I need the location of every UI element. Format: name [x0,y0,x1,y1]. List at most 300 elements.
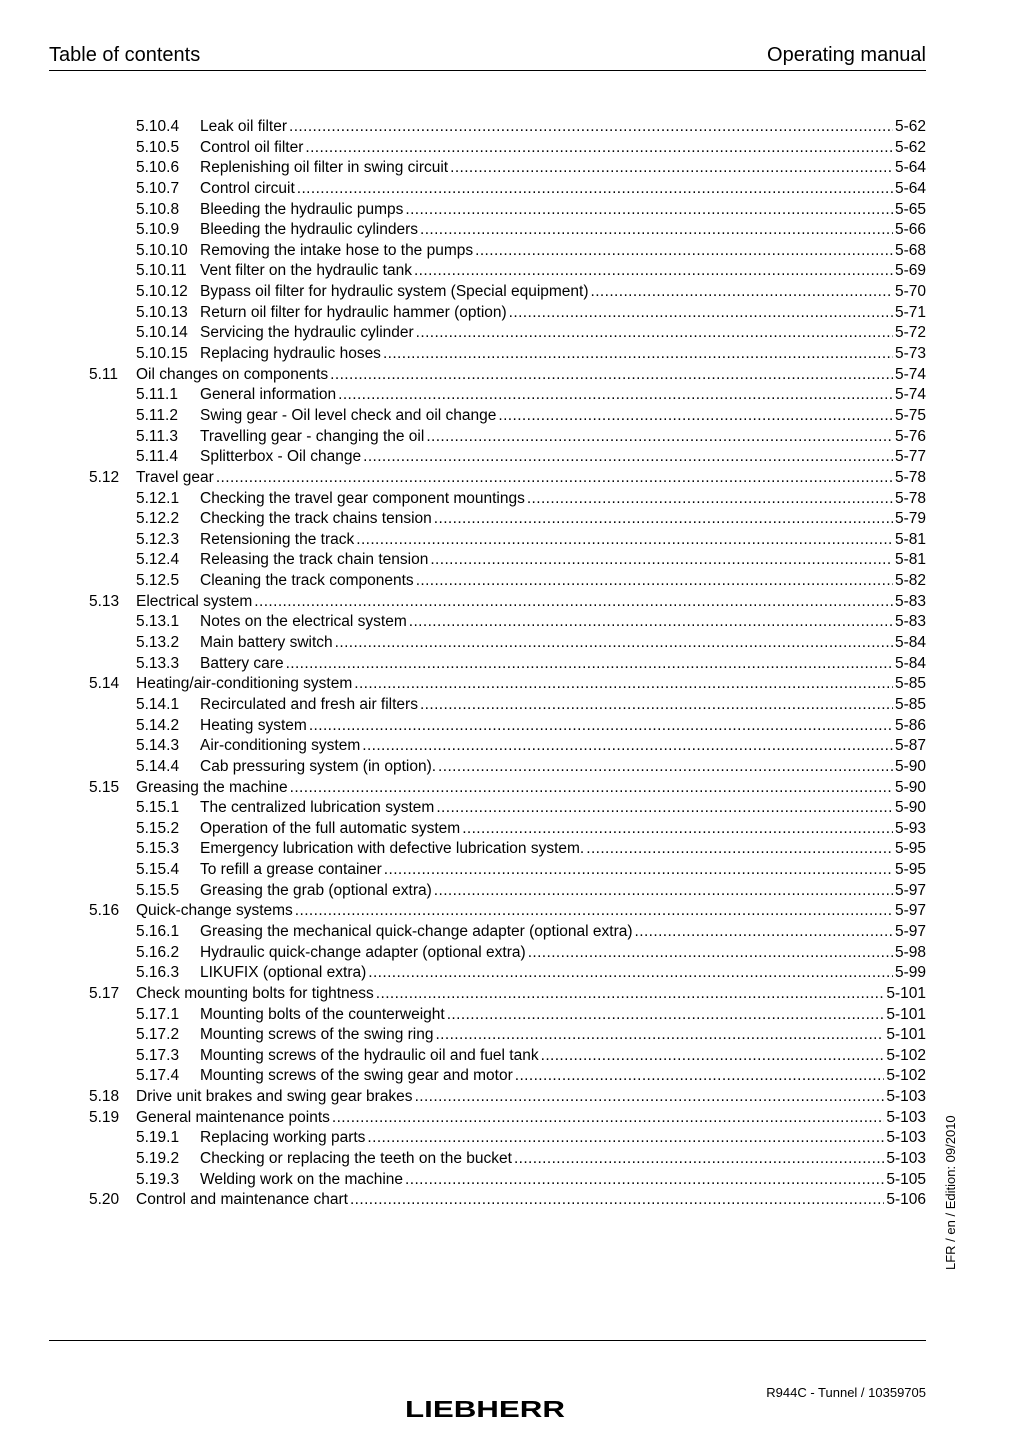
toc-section-number: 5.15 [89,778,120,796]
toc-subsection-number: 5.11.4 [136,448,178,466]
toc-title: Checking or replacing the teeth on the bucket [200,1150,512,1168]
toc-section-number: 5.20 [89,1191,120,1209]
toc-subsection-number: 5.15.4 [136,861,180,879]
toc-dot-leader [363,447,893,468]
toc-dot-leader [416,323,893,344]
toc-section-number: 5.11 [89,365,119,383]
toc-entry [136,1108,926,1129]
toc-subsection-row[interactable] [89,716,926,737]
toc-title: Recirculated and fresh air filters [200,695,418,713]
toc-subsection-number: 5.10.14 [136,324,188,342]
toc-dot-leader [376,984,885,1005]
toc-page-number: 5-64 [894,179,926,197]
toc-section-number: 5.16 [89,902,120,920]
toc-subsection-number: 5.13.3 [136,654,180,672]
toc-page-number: 5-103 [886,1129,926,1147]
toc-subsection-row[interactable] [89,200,926,221]
toc-subsection-row[interactable] [89,158,926,179]
toc-subsection-number: 5.15.2 [136,819,180,837]
toc-section-row[interactable] [89,1190,926,1211]
toc-title: The centralized lubrication system [200,799,435,817]
toc-subsection-number: 5.12.3 [136,530,180,548]
toc-title: Greasing the grab (optional extra) [200,881,432,899]
toc-entry [136,179,926,200]
toc-dot-leader [305,138,893,159]
toc-subsection-row[interactable] [89,241,926,262]
toc-dot-leader [415,1087,885,1108]
toc-dot-leader [447,1005,885,1026]
footer-divider [49,1340,926,1341]
toc-entry [136,303,926,324]
toc-entry [136,468,926,489]
toc-section-row[interactable] [89,674,926,695]
toc-subsection-number: 5.14.4 [136,757,180,775]
toc-section-row[interactable] [89,1108,926,1129]
toc-page-number: 5-64 [894,159,926,177]
toc-title: Servicing the hydraulic cylinder [200,324,414,342]
toc-entry [136,138,926,159]
toc-page-number: 5-78 [894,489,926,507]
toc-subsection-row[interactable] [89,447,926,468]
toc-subsection-row[interactable] [89,117,926,138]
toc-title: Main battery switch [200,634,333,652]
toc-page-number: 5-77 [894,448,926,466]
toc-subsection-number: 5.12.1 [136,489,180,507]
toc-entry [136,509,926,530]
toc-page-number: 5-84 [894,634,926,652]
toc-title: Heating system [200,716,307,734]
toc-page-number: 5-65 [894,200,926,218]
toc-dot-leader [350,1190,884,1211]
toc-dot-leader [475,241,893,262]
toc-dot-leader [462,819,893,840]
toc-title: Return oil filter for hydraulic hammer (option) [200,303,507,321]
toc-entry [136,612,926,633]
toc-title: Mounting screws of the swing gear and motor [200,1067,513,1085]
toc-page-number: 5-97 [894,881,926,899]
toc-subsection-number: 5.16.1 [136,922,180,940]
toc-dot-leader [286,654,893,675]
toc-entry [136,963,926,984]
toc-page-number: 5-101 [886,1026,926,1044]
toc-entry [136,1066,926,1087]
toc-dot-leader [586,839,893,860]
toc-section-number: 5.13 [89,592,120,610]
toc-subsection-number: 5.12.2 [136,510,180,528]
toc-page-number: 5-85 [894,675,926,693]
toc-entry [136,736,926,757]
header-manual-title: Operating manual [767,44,926,66]
toc-page-number: 5-103 [886,1088,926,1106]
toc-subsection-number: 5.17.3 [136,1046,180,1064]
toc-subsection-number: 5.14.1 [136,695,180,713]
toc-dot-leader [438,757,893,778]
toc-page-number: 5-93 [894,819,926,837]
toc-title: Removing the intake hose to the pumps [200,241,474,259]
toc-dot-leader [309,716,893,737]
toc-section-row[interactable] [89,365,926,386]
toc-page-number: 5-62 [894,138,926,156]
toc-page-number: 5-84 [894,654,926,672]
toc-entry [136,881,926,902]
toc-entry [136,261,926,282]
toc-title: Mounting bolts of the counterweight [200,1005,445,1023]
toc-page-number: 5-87 [894,737,926,755]
toc-section-row[interactable] [89,778,926,799]
toc-title: Vent filter on the hydraulic tank [200,262,412,280]
toc-title: Drive unit brakes and swing gear brakes [136,1088,413,1106]
toc-subsection-row[interactable] [89,633,926,654]
toc-title: Heating/air-conditioning system [136,675,353,693]
toc-title: Hydraulic quick-change adapter (optional extra) [200,943,526,961]
toc-subsection-row[interactable] [89,489,926,510]
toc-subsection-number: 5.10.5 [136,138,180,156]
toc-title: Releasing the track chain tension [200,551,429,569]
toc-title: Checking the track chains tension [200,510,432,528]
toc-title: Mounting screws of the hydraulic oil and fuel tank [200,1046,539,1064]
toc-subsection-row[interactable] [89,138,926,159]
toc-entry [136,778,926,799]
toc-entry [136,1149,926,1170]
toc-dot-leader [383,344,893,365]
toc-entry [136,385,926,406]
toc-subsection-row[interactable] [89,323,926,344]
toc-page-number: 5-90 [894,799,926,817]
toc-subsection-number: 5.12.4 [136,551,180,569]
toc-page-number: 5-103 [886,1108,926,1126]
toc-subsection-row[interactable] [89,220,926,241]
toc-title: Quick-change systems [136,902,293,920]
toc-subsection-number: 5.12.5 [136,572,180,590]
toc-subsection-row[interactable] [89,406,926,427]
toc-entry [136,592,926,613]
toc-entry [136,241,926,262]
toc-dot-leader [426,427,893,448]
toc-dot-leader [635,922,893,943]
toc-dot-leader [254,592,893,613]
toc-entry [136,860,926,881]
toc-dot-leader [527,489,893,510]
toc-title: LIKUFIX (optional extra) [200,964,367,982]
toc-title: Travel gear [136,468,214,486]
toc-subsection-number: 5.19.2 [136,1150,180,1168]
toc-title: Bypass oil filter for hydraulic system (Special equipment) [200,283,589,301]
toc-subsection-row[interactable] [89,530,926,551]
toc-subsection-row[interactable] [89,1025,926,1046]
toc-subsection-row[interactable] [89,1149,926,1170]
toc-entry [136,716,926,737]
toc-page-number: 5-69 [894,262,926,280]
toc-subsection-number: 5.11.2 [136,406,178,424]
toc-title: Cleaning the track components [200,572,414,590]
toc-page-number: 5-78 [894,468,926,486]
toc-dot-leader [330,365,893,386]
header-section-title: Table of contents [49,44,201,66]
toc-entry [136,530,926,551]
toc-subsection-row[interactable] [89,839,926,860]
toc-entry [136,633,926,654]
toc-subsection-row[interactable] [89,1128,926,1149]
toc-page-number: 5-86 [894,716,926,734]
toc-dot-leader [405,1170,884,1191]
toc-subsection-number: 5.11.1 [136,386,178,404]
toc-page-number: 5-70 [894,283,926,301]
toc-page-number: 5-73 [894,345,926,363]
toc-title: Electrical system [136,592,253,610]
toc-entry [136,1128,926,1149]
toc-subsection-number: 5.10.4 [136,118,180,135]
toc-page-number: 5-90 [894,778,926,796]
toc-section-number: 5.18 [89,1088,120,1106]
toc-entry [136,158,926,179]
edition-side-note: LFR / en / Edition: 09/2010 [943,1115,958,1270]
toc-page-number: 5-75 [894,406,926,424]
toc-subsection-row[interactable] [89,427,926,448]
toc-subsection-row[interactable] [89,943,926,964]
toc-entry [136,200,926,221]
document-reference: R944C - Tunnel / 10359705 [766,1385,926,1400]
toc-section-number: 5.14 [89,675,120,693]
toc-dot-leader [416,571,893,592]
table-of-contents [89,117,926,1211]
toc-title: Control circuit [200,179,295,197]
toc-subsection-row[interactable] [89,1046,926,1067]
toc-title: Check mounting bolts for tightness [136,984,374,1002]
toc-entry [136,1190,926,1211]
toc-dot-leader [289,117,893,138]
toc-subsection-number: 5.10.12 [136,283,188,301]
toc-entry [136,1170,926,1191]
toc-title: Travelling gear - changing the oil [200,427,425,445]
toc-title: Bleeding the hydraulic pumps [200,200,404,218]
toc-subsection-row[interactable] [89,385,926,406]
toc-page-number: 5-71 [894,303,926,321]
toc-subsection-number: 5.13.2 [136,634,180,652]
toc-dot-leader [216,468,893,489]
toc-entry [136,365,926,386]
toc-dot-leader [338,385,893,406]
page-header [49,42,926,71]
toc-subsection-number: 5.10.6 [136,159,180,177]
toc-title: Control and maintenance chart [136,1191,348,1209]
toc-entry [136,901,926,922]
toc-title: Mounting screws of the swing ring [200,1026,434,1044]
toc-subsection-row[interactable] [89,963,926,984]
toc-entry [136,406,926,427]
toc-dot-leader [335,633,893,654]
toc-subsection-number: 5.17.2 [136,1026,180,1044]
toc-entry [136,220,926,241]
toc-page-number: 5-103 [886,1150,926,1168]
toc-title: General information [200,386,337,404]
toc-subsection-row[interactable] [89,1066,926,1087]
toc-title: Replacing hydraulic hoses [200,345,381,363]
toc-entry [136,550,926,571]
toc-dot-leader [295,901,893,922]
toc-page-number: 5-97 [894,902,926,920]
toc-dot-leader [509,303,893,324]
toc-subsection-row[interactable] [89,757,926,778]
toc-subsection-number: 5.10.9 [136,221,180,239]
toc-title: Replacing working parts [200,1129,366,1147]
toc-page-number: 5-74 [894,365,926,383]
toc-subsection-row[interactable] [89,282,926,303]
toc-title: Greasing the mechanical quick-change adapter (optional extra) [200,922,633,940]
toc-subsection-row[interactable] [89,550,926,571]
toc-title: Welding work on the machine [200,1170,404,1188]
toc-entry [136,1046,926,1067]
toc-dot-leader [450,158,893,179]
toc-subsection-row[interactable] [89,695,926,716]
toc-subsection-number: 5.15.1 [136,799,180,817]
toc-subsection-number: 5.10.15 [136,345,188,363]
toc-page-number: 5-97 [894,922,926,940]
toc-subsection-row[interactable] [89,261,926,282]
toc-dot-leader [528,943,893,964]
toc-title: Notes on the electrical system [200,613,407,631]
toc-page-number: 5-79 [894,510,926,528]
toc-dot-leader [430,550,893,571]
toc-section-row[interactable] [89,592,926,613]
toc-title: Checking the travel gear component mountings [200,489,525,507]
toc-page-number: 5-81 [894,530,926,548]
toc-dot-leader [384,860,893,881]
toc-subsection-row[interactable] [89,798,926,819]
toc-subsection-number: 5.15.5 [136,881,180,899]
toc-page-number: 5-102 [886,1067,926,1085]
toc-section-row[interactable] [89,984,926,1005]
toc-entry [136,1025,926,1046]
toc-dot-leader [409,612,893,633]
toc-dot-leader [591,282,893,303]
toc-title: Replenishing oil filter in swing circuit [200,159,449,177]
toc-dot-leader [514,1149,884,1170]
toc-page-number: 5-83 [894,613,926,631]
toc-page-number: 5-99 [894,964,926,982]
toc-entry [136,839,926,860]
toc-title: Oil changes on components [136,365,329,383]
toc-subsection-row[interactable] [89,344,926,365]
toc-page-number: 5-82 [894,572,926,590]
toc-entry [136,282,926,303]
toc-page-number: 5-102 [886,1046,926,1064]
toc-subsection-number: 5.11.3 [136,427,178,445]
toc-title: Leak oil filter [200,118,288,135]
toc-subsection-number: 5.10.11 [136,262,187,280]
toc-page-number: 5-101 [886,1005,926,1023]
toc-entry [136,798,926,819]
toc-section-row[interactable] [89,468,926,489]
toc-section-row[interactable] [89,901,926,922]
toc-dot-leader [362,736,893,757]
toc-dot-leader [356,530,893,551]
toc-page-number: 5-98 [894,943,926,961]
toc-subsection-row[interactable] [89,736,926,757]
toc-subsection-row[interactable] [89,819,926,840]
toc-subsection-row[interactable] [89,654,926,675]
toc-subsection-row[interactable] [89,922,926,943]
toc-subsection-row[interactable] [89,303,926,324]
toc-entry [136,117,926,138]
toc-section-number: 5.19 [89,1108,120,1126]
toc-dot-leader [290,778,893,799]
toc-subsection-row[interactable] [89,509,926,530]
toc-dot-leader [435,1025,884,1046]
toc-subsection-number: 5.10.13 [136,303,188,321]
toc-title: Bleeding the hydraulic cylinders [200,221,418,239]
toc-title: Operation of the full automatic system [200,819,461,837]
toc-dot-leader [297,179,893,200]
toc-entry [136,984,926,1005]
toc-subsection-row[interactable] [89,1005,926,1026]
toc-subsection-row[interactable] [89,571,926,592]
toc-dot-leader [420,695,893,716]
toc-entry [136,1005,926,1026]
toc-page-number: 5-95 [894,840,926,858]
toc-subsection-number: 5.17.1 [136,1005,180,1023]
toc-subsection-number: 5.10.10 [136,241,188,259]
toc-subsection-row[interactable] [89,881,926,902]
toc-subsection-number: 5.10.8 [136,200,180,218]
toc-dot-leader [414,261,893,282]
toc-dot-leader [434,509,893,530]
toc-subsection-number: 5.15.3 [136,840,180,858]
toc-dot-leader [354,674,893,695]
toc-page-number: 5-66 [894,221,926,239]
toc-entry [136,344,926,365]
toc-dot-leader [367,1128,884,1149]
toc-title: Emergency lubrication with defective lubrication system. [200,840,585,858]
toc-subsection-row[interactable] [89,1170,926,1191]
toc-section-row[interactable] [89,1087,926,1108]
toc-page-number: 5-76 [894,427,926,445]
toc-page-number: 5-81 [894,551,926,569]
liebherr-logo [404,1397,566,1421]
toc-title: Greasing the machine [136,778,288,796]
toc-subsection-number: 5.19.1 [136,1129,180,1147]
toc-entry [136,571,926,592]
toc-subsection-row[interactable] [89,860,926,881]
toc-dot-leader [434,881,893,902]
toc-subsection-number: 5.16.2 [136,943,180,961]
toc-dot-leader [420,220,893,241]
toc-page-number: 5-83 [894,592,926,610]
liebherr-logo-text: LIEBHERR [405,1397,566,1421]
toc-title: Air-conditioning system [200,737,361,755]
toc-page-number: 5-101 [886,984,926,1002]
toc-entry [136,757,926,778]
toc-page-number: 5-95 [894,861,926,879]
toc-entry [136,922,926,943]
toc-subsection-row[interactable] [89,612,926,633]
toc-title: Control oil filter [200,138,304,156]
toc-dot-leader [515,1066,885,1087]
toc-dot-leader [332,1108,884,1129]
toc-subsection-number: 5.14.2 [136,716,180,734]
toc-page-number: 5-90 [894,757,926,775]
toc-dot-leader [368,963,893,984]
toc-title: To refill a grease container [200,861,382,879]
toc-dot-leader [436,798,893,819]
toc-entry [136,943,926,964]
toc-title: General maintenance points [136,1108,330,1126]
toc-page-number: 5-106 [886,1191,926,1209]
toc-subsection-row[interactable] [89,179,926,200]
toc-subsection-number: 5.17.4 [136,1067,180,1085]
toc-entry [136,323,926,344]
toc-subsection-number: 5.10.7 [136,179,180,197]
toc-entry [136,695,926,716]
